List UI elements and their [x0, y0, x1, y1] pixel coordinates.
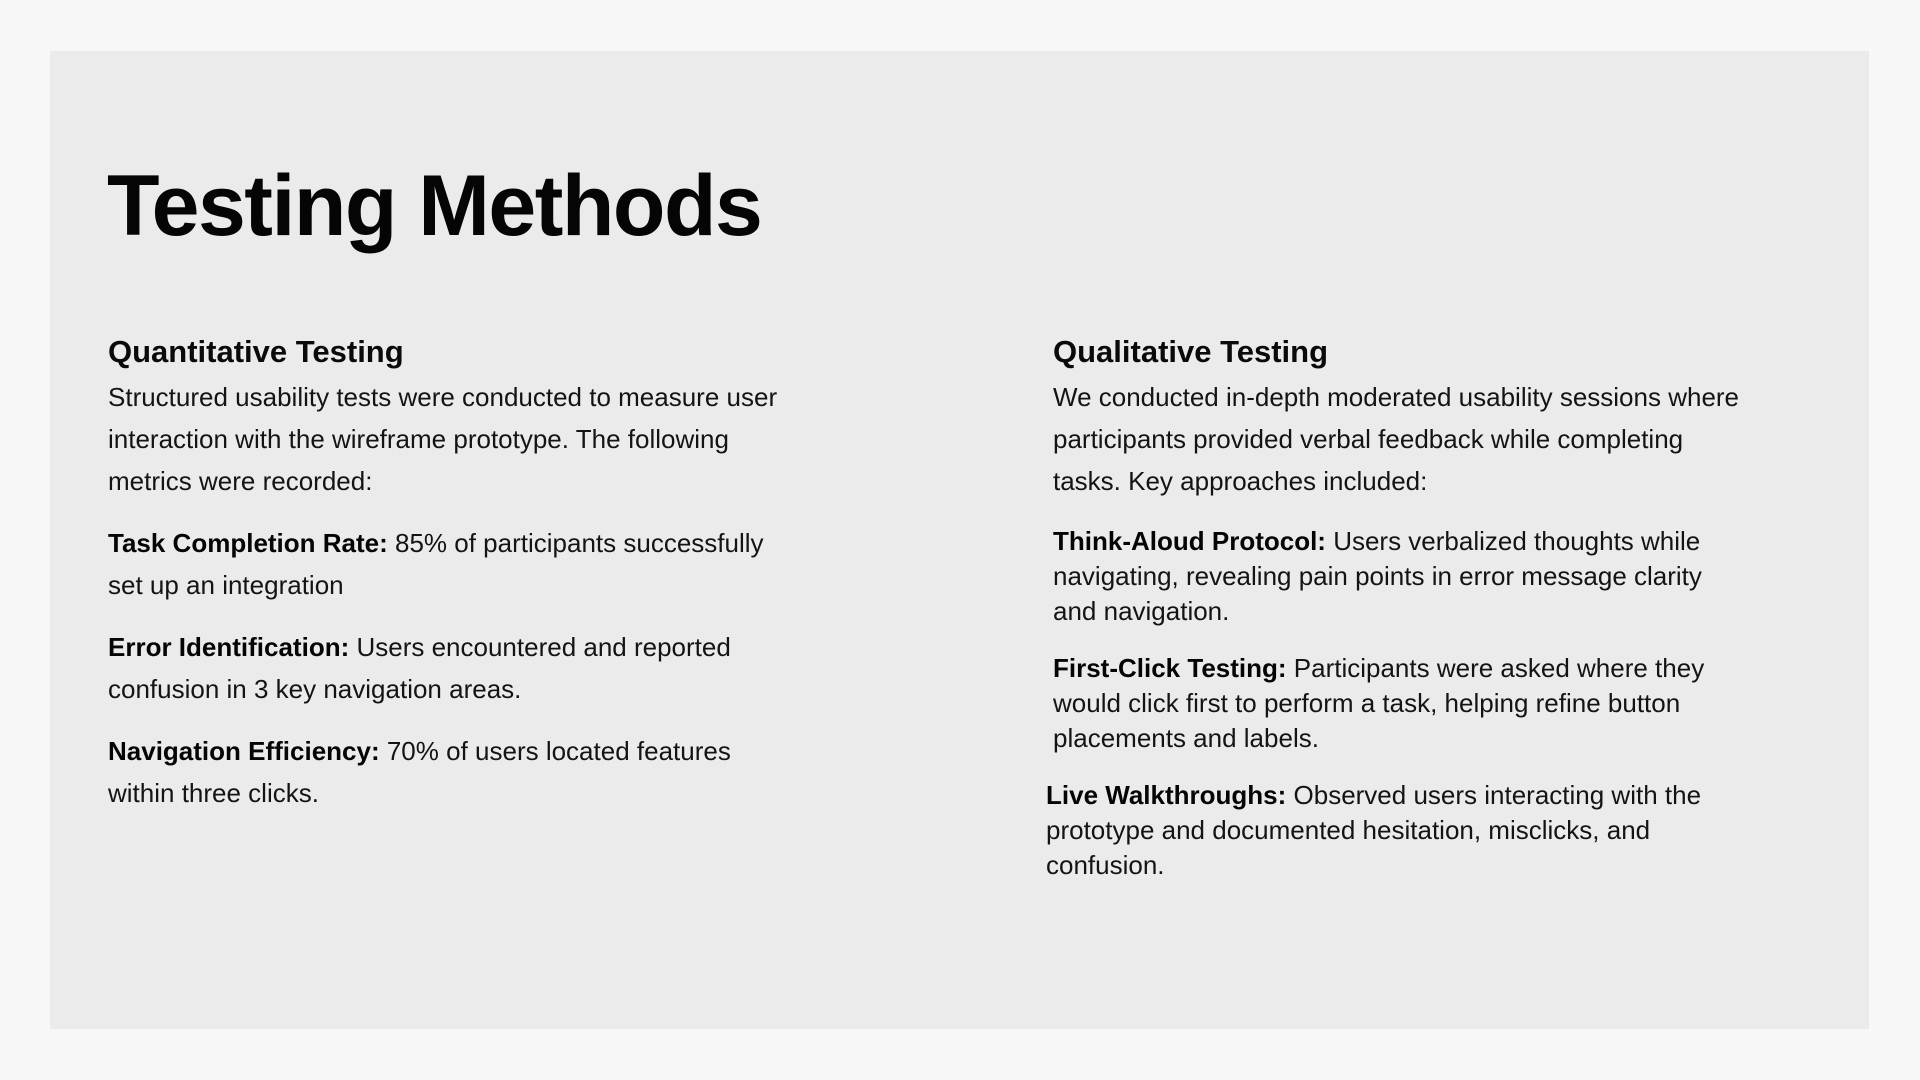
slide-card — [50, 51, 1869, 1029]
approach-think-aloud-protocol — [1053, 524, 1743, 629]
approach-text: Users verbalized thoughts while navigating, revealing pain points in error message clarity and navigation. — [1053, 526, 1702, 627]
approach-first-click-testing — [1053, 651, 1743, 756]
metric-label: Navigation Efficiency: — [108, 736, 380, 767]
approach-text: Observed users interacting with the prototype and documented hesitation, misclicks, and confusion. — [1046, 780, 1702, 881]
metric-label: Error Identification: — [108, 632, 350, 663]
approach-label: Live Walkthroughs: — [1046, 780, 1287, 811]
qualitative-testing-section — [1046, 333, 1743, 883]
page-title: Testing Methods — [107, 158, 762, 254]
approach-text: Participants were asked where they would click first to perform a task, helping refine button placements and labels. — [1053, 653, 1705, 754]
metric-text: Users encountered and reported confusion in 3 key navigation areas. — [108, 632, 731, 705]
approach-live-walkthroughs — [1046, 778, 1743, 883]
metric-navigation-efficiency — [108, 730, 798, 814]
qualitative-intro: We conducted in-depth moderated usability sessions where participants provided verbal feedback while completing tasks. Key approaches included: — [1053, 382, 1740, 497]
metric-error-identification — [108, 626, 798, 710]
qualitative-heading: Qualitative Testing — [1053, 334, 1329, 369]
metric-label: Task Completion Rate: — [108, 528, 388, 559]
approach-label: Think-Aloud Protocol: — [1053, 526, 1326, 557]
metric-text: 85% of participants successfully set up an integration — [108, 528, 764, 601]
quantitative-testing-section — [108, 333, 798, 814]
quantitative-intro: Structured usability tests were conducted to measure user interaction with the wireframe prototype. The following metrics were recorded: — [108, 382, 778, 497]
metric-task-completion-rate — [108, 522, 798, 606]
quantitative-heading: Quantitative Testing — [108, 334, 404, 369]
approach-label: First-Click Testing: — [1053, 653, 1287, 684]
metric-text: 70% of users located features within three clicks. — [108, 736, 731, 809]
